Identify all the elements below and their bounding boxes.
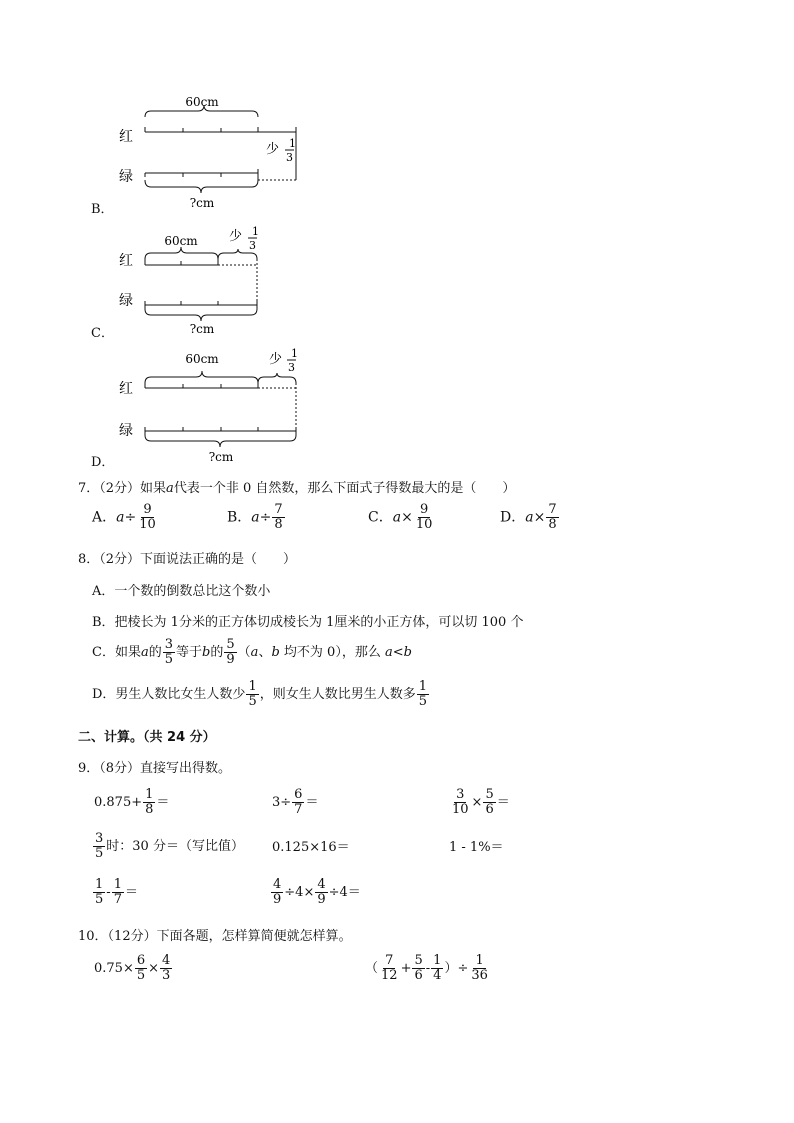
- less-label: 少: [269, 352, 283, 367]
- q9-expr-4: $\frac{3}{5}$ 时：30 分＝（写比值）: [95, 831, 244, 861]
- less-label: 少: [266, 142, 280, 157]
- frac-num: 1: [291, 347, 298, 360]
- diagram-d-svg: [80, 343, 320, 468]
- bottom-length-label: ?cm: [189, 196, 215, 210]
- q7-option-a[interactable]: A．a÷ $\frac{9}{10}$: [92, 502, 156, 532]
- diagram-d: [80, 343, 320, 468]
- q8-option-c[interactable]: C．如果a的 $\frac{3}{5}$ 等于b的 $\frac{5}{9}$ （a、b 均不为 0），那么 a<b: [92, 637, 412, 667]
- less-label: 少: [229, 229, 243, 244]
- q10-stem: 10．（12分）下面各题，怎样算简便就怎样算。: [78, 929, 352, 944]
- diagram-c-svg: [80, 225, 320, 340]
- frac-num: 1: [252, 225, 259, 238]
- diagram-b: [80, 95, 320, 220]
- q8-stem: 8．（2分）下面说法正确的是（ ）: [78, 552, 297, 567]
- green-label: 绿: [119, 169, 133, 185]
- option-c-label: C．: [91, 326, 114, 341]
- q7-option-c[interactable]: C．a× $\frac{9}{10}$: [368, 502, 433, 532]
- q10-expr-1: 0.75× $\frac{6}{5}$ × $\frac{4}{3}$: [94, 953, 171, 983]
- diagram-b-svg: [80, 95, 320, 220]
- q9-expr-6: 1 - 1%＝: [449, 840, 504, 855]
- q10-expr-2: （ $\frac{7}{12}$ + $\frac{5}{6}$ - $\frac{1}{4}$ ）÷ $\frac{1}{36}$: [365, 953, 488, 983]
- q9-expr-8: $\frac{4}{9}$ ÷4× $\frac{4}{9}$ ÷4＝: [273, 877, 361, 907]
- bottom-length-label: ?cm: [189, 322, 215, 336]
- q8-option-d[interactable]: D．男生人数比女生人数少 $\frac{1}{5}$ ，则女生人数比男生人数多 $\frac{1}{5}$: [92, 679, 428, 709]
- section-2-heading: 二、计算。（共 24 分）: [78, 730, 216, 745]
- red-label: 红: [119, 381, 133, 397]
- q9-expr-7: $\frac{1}{5}$ - $\frac{1}{7}$ ＝: [95, 877, 138, 907]
- q9-expr-2: 3÷ $\frac{6}{7}$ ＝: [272, 787, 319, 817]
- frac-den: 3: [286, 151, 293, 164]
- option-d-label: D．: [91, 455, 115, 470]
- top-length-label: 60cm: [185, 95, 219, 109]
- q8-option-b[interactable]: B．把棱长为 1分米的正方体切成棱长为 1厘米的小正方体，可以切 100 个: [92, 615, 524, 630]
- q7-stem: 7．（2分）如果a代表一个非 0 自然数，那么下面式子得数最大的是（ ）: [78, 481, 516, 496]
- bottom-length-label: ?cm: [208, 450, 234, 464]
- frac-den: 3: [249, 239, 256, 252]
- green-label: 绿: [119, 423, 133, 439]
- frac-num: 1: [289, 137, 296, 150]
- q9-stem: 9．（8分）直接写出得数。: [78, 761, 232, 776]
- frac-den: 3: [288, 361, 295, 374]
- q7-option-b[interactable]: B．a÷ $\frac{7}{8}$: [227, 502, 283, 532]
- red-label: 红: [119, 129, 133, 145]
- q9-expr-5: 0.125×16＝: [272, 840, 350, 855]
- q9-expr-1: 0.875+ $\frac{1}{8}$ ＝: [94, 787, 170, 817]
- q7-option-d[interactable]: D．a× $\frac{7}{8}$: [500, 502, 557, 532]
- green-label: 绿: [119, 293, 133, 309]
- q8-option-a[interactable]: A．一个数的倒数总比这个数小: [92, 584, 271, 599]
- diagram-c: [80, 225, 320, 340]
- top-length-label: 60cm: [185, 352, 219, 366]
- q9-expr-3: $\frac{3}{10}$ × $\frac{5}{6}$ ＝: [452, 787, 510, 817]
- top-length-label: 60cm: [164, 234, 198, 248]
- option-b-label: B．: [91, 202, 114, 217]
- red-label: 红: [119, 253, 133, 269]
